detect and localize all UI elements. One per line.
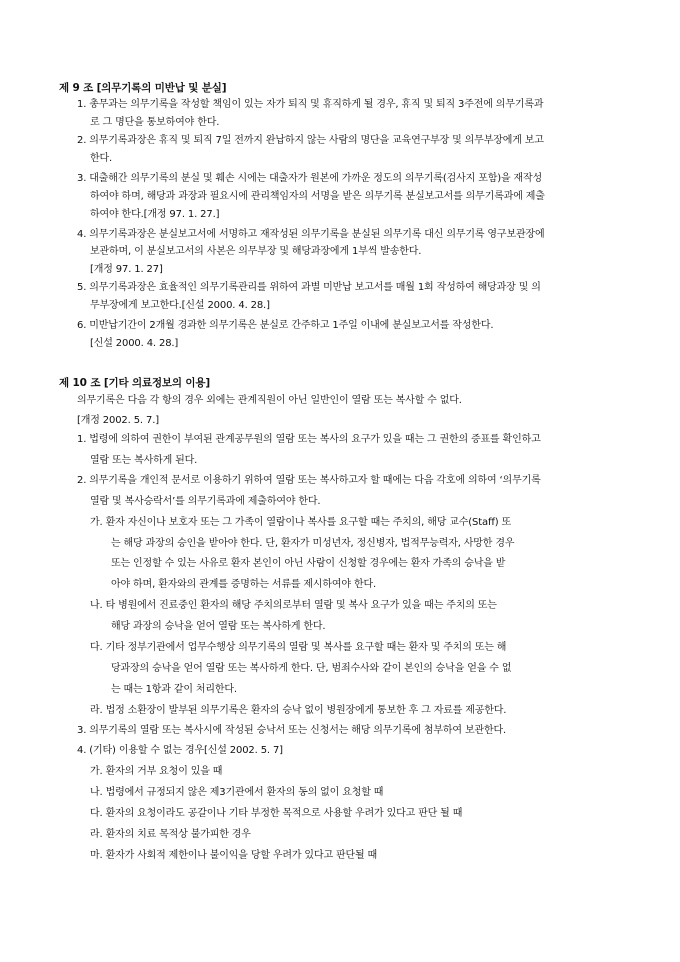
article9-item6-line2: [신설 2000. 4. 28.] — [90, 338, 179, 349]
article10-sub2-ga-line1: 가. 환자 자신이나 보호자 또는 그 가족이 열람이나 복사를 요구할 때는 주치의, 해당 교수(Staff) 또 — [90, 517, 512, 528]
article10-item2-line1: 2. 의무기록을 개인적 문서로 이용하기 위하여 열람 또는 복사하고자 할 때에는 다음 각호에 의하여 ‘의무기록 — [77, 475, 541, 486]
article10-sub2-da-line2: 당과장의 승낙을 얻어 열람 또는 복사하게 한다. 단, 범죄수사와 같이 본인의 승낙을 얻을 수 없 — [111, 663, 512, 674]
article10-sub2-ga-line2: 는 해당 과장의 승인을 받아야 한다. 단, 환자가 미성년자, 정신병자, 법적무능력자, 사망한 경우 — [111, 538, 515, 549]
article9-item3-line1: 3. 대출해간 의무기록의 분실 및 훼손 시에는 대출자가 원본에 가까운 정도의 의무기록(검사지 포함)을 재작성 — [77, 173, 543, 184]
article10-sub4-da: 다. 환자의 요청이라도 공갈이나 기타 부정한 목적으로 사용할 우려가 있다고 판단 될 때 — [90, 808, 463, 819]
article10-sub2-ga-line3: 또는 인정할 수 있는 사유로 환자 본인이 아닌 사람이 신청할 경우에는 환자 가족의 승낙을 받 — [111, 558, 506, 569]
article9-item2-line2: 한다. — [90, 153, 113, 164]
article10-sub2-ra-line1: 라. 법정 소환장이 발부된 의무기록은 환자의 승낙 없이 병원장에게 통보한 후 그 자료를 제공한다. — [90, 705, 507, 716]
article9-item1-line1: 1. 총무과는 의무기록을 작성할 책임이 있는 자가 퇴직 및 휴직하게 될 경우, 휴직 및 퇴직 3주전에 의무기록과 — [77, 99, 544, 110]
article10-sub4-ma: 마. 환자가 사회적 제한이나 불이익을 당할 우려가 있다고 판단될 때 — [90, 850, 378, 861]
article9-item3-line3: 하여야 한다.[개정 97. 1. 27.] — [90, 209, 220, 220]
article9-item4-line2: 보관하며, 이 분실보고서의 사본은 의무부장 및 해당과장에게 1부씩 발송한다. — [90, 246, 422, 257]
article9-item5-line2: 무부장에게 보고한다.[신설 2000. 4. 28.] — [90, 300, 270, 311]
article10-intro: 의무기록은 다음 각 항의 경우 외에는 관계직원이 아닌 일반인이 열람 또는 복사할 수 없다. — [77, 395, 462, 406]
article10-item3: 3. 의무기록의 열람 또는 복사시에 작성된 승낙서 또는 신청서는 해당 의무기록에 첨부하여 보관한다. — [77, 725, 507, 736]
article10-sub2-da-line3: 는 때는 1항과 같이 처리한다. — [111, 684, 237, 695]
article10-item1-line1: 1. 법령에 의하여 권한이 부여된 관계공무원의 열람 또는 복사의 요구가 있을 때는 그 권한의 증표를 확인하고 — [77, 434, 541, 445]
article9-item5-line1: 5. 의무기록과장은 효율적인 의무기록관리를 위하여 과별 미반납 보고서를 매월 1회 작성하여 해당과장 및 의 — [77, 282, 541, 293]
article9-heading: 제 9 조 [의무기록의 미반납 및 분실] — [59, 82, 227, 94]
article9-item1-line2: 로 그 명단을 통보하여야 한다. — [90, 117, 220, 128]
article10-heading: 제 10 조 [기타 의료정보의 이용] — [59, 377, 211, 389]
article9-item2-line1: 2. 의무기록과장은 휴직 및 퇴직 7일 전까지 완납하지 않는 사람의 명단을 교육연구부장 및 의무부장에게 보고 — [77, 135, 544, 146]
article9-item6-line1: 6. 미반납기간이 2개월 경과한 의무기록은 분실로 간주하고 1주일 이내에 분실보고서를 작성한다. — [77, 320, 494, 331]
article10-item1-line2: 열람 또는 복사하게 된다. — [90, 455, 198, 466]
article10-sub4-ga: 가. 환자의 거부 요청이 있을 때 — [90, 766, 223, 777]
article10-item4: 4. (기타) 이용할 수 없는 경우[신설 2002. 5. 7] — [77, 745, 283, 756]
article10-sub2-ga-line4: 아야 하며, 환자와의 관계를 증명하는 서류를 제시하여야 한다. — [111, 579, 377, 590]
article9-item4-line3: [개정 97. 1. 27] — [90, 264, 163, 275]
article9-item3-line2: 하여야 하며, 해당과 과장과 필요시에 관리책임자의 서명을 받은 의무기록 분실보고서를 의무기록과에 제출 — [90, 191, 545, 202]
article10-sub2-da-line1: 다. 기타 정부기관에서 업무수행상 의무기록의 열람 및 복사를 요구할 때는 환자 및 주치의 또는 해 — [90, 642, 507, 653]
article10-sub4-na: 나. 법령에서 규정되지 않은 제3기관에서 환자의 동의 없이 요청할 때 — [90, 787, 384, 798]
article10-item2-line2: 열람 및 복사승락서’를 의무기록과에 제출하여야 한다. — [90, 496, 321, 507]
article10-sub4-ra: 라. 환자의 치료 목적상 불가피한 경우 — [90, 829, 251, 840]
article9-item4-line1: 4. 의무기록과장은 분실보고서에 서명하고 재작성된 의무기록을 분실된 의무기록 대신 의무기록 영구보관장에 — [77, 229, 545, 240]
article10-sub2-na-line2: 해당 과장의 승낙을 얻어 열람 또는 복사하게 한다. — [111, 621, 326, 632]
article10-intro-note: [개정 2002. 5. 7.] — [77, 415, 159, 426]
article10-sub2-na-line1: 나. 타 병원에서 진료중인 환자의 해당 주치의로부터 열람 및 복사 요구가 있을 때는 주치의 또는 — [90, 600, 497, 611]
